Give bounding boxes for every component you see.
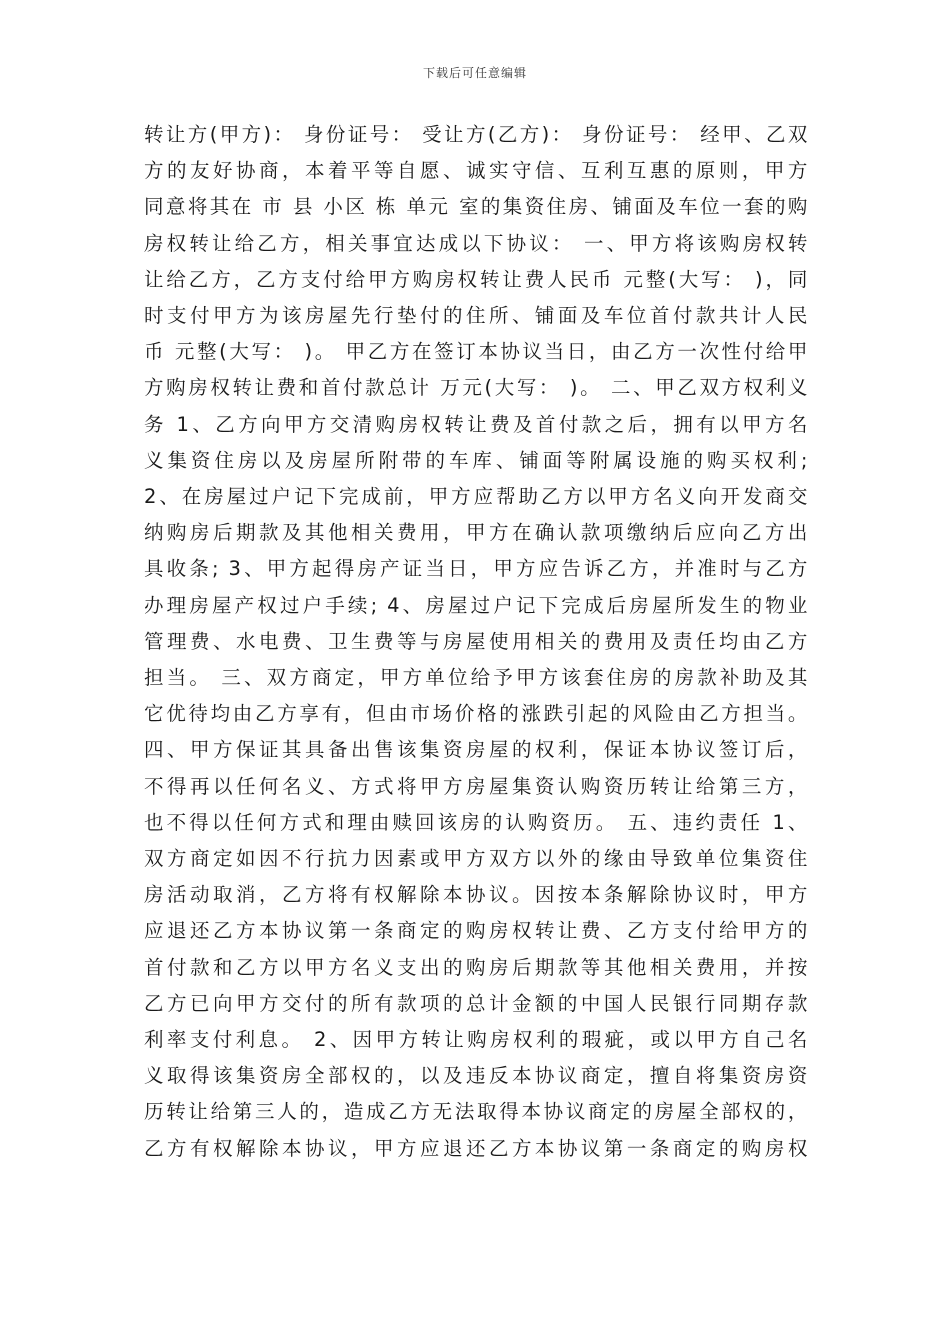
body-line: 同意将其在 市 县 小区 栋 单元 室的集资住房、铺面及车位一套的购 (144, 195, 808, 219)
body-line: 房活动取消，乙方将有权解除本协议。因按本条解除协议时，甲方 (144, 883, 808, 907)
body-line: 首付款和乙方以甲方名义支出的购房后期款等其他相关费用，并按 (144, 955, 808, 979)
body-line: 纳购房后期款及其他相关费用，甲方在确认款项缴纳后应向乙方出 (144, 521, 808, 545)
body-line: 房权转让给乙方，相关事宜达成以下协议： 一、甲方将该购房权转 (144, 231, 808, 255)
body-line: 担当。 三、双方商定，甲方单位给予甲方该套住房的房款补助及其 (144, 666, 808, 690)
body-line: 管理费、水电费、卫生费等与房屋使用相关的费用及责任均由乙方 (144, 629, 808, 653)
body-line: 不得再以任何名义、方式将甲方房屋集资认购资历转让给第三方， (144, 774, 808, 798)
body-line: 2、在房屋过户记下完成前，甲方应帮助乙方以甲方名义向开发商交 (144, 485, 808, 509)
agreement-body (144, 117, 808, 1167)
body-line: 让给乙方，乙方支付给甲方购房权转让费人民币 元整(大写： )，同 (144, 267, 808, 291)
body-line: 乙方有权解除本协议，甲方应退还乙方本协议第一条商定的购房权 (144, 1136, 808, 1160)
body-line: 时支付甲方为该房屋先行垫付的住所、铺面及车位首付款共计人民 (144, 304, 808, 328)
body-line: 义集资住房以及房屋所附带的车库、铺面等附属设施的购买权利; (144, 448, 808, 472)
page-header: 下载后可任意编辑 (422, 66, 527, 80)
body-line: 利率支付利息。 2、因甲方转让购房权利的瑕疵，或以甲方自己名 (144, 1028, 808, 1052)
body-line: 四、甲方保证其具备出售该集资房屋的权利，保证本协议签订后， (144, 738, 808, 762)
body-line: 转让方(甲方)： 身份证号： 受让方(乙方)： 身份证号： 经甲、乙双 (144, 123, 808, 146)
body-line: 义取得该集资房全部权的，以及违反本协议商定，擅自将集资房资 (144, 1064, 808, 1088)
body-line: 应退还乙方本协议第一条商定的购房权转让费、乙方支付给甲方的 (144, 919, 808, 943)
body-line: 务 1、乙方向甲方交清购房权转让费及首付款之后，拥有以甲方名 (144, 412, 808, 436)
body-line: 它优待均由乙方享有，但由市场价格的涨跌引起的风险由乙方担当。 (144, 702, 808, 726)
body-line: 具收条; 3、甲方起得房产证当日，甲方应告诉乙方，并准时与乙方 (144, 557, 808, 581)
body-line: 乙方已向甲方交付的所有款项的总计金额的中国人民银行同期存款 (144, 991, 808, 1015)
body-line: 双方商定如因不行抗力因素或甲方双方以外的缘由导致单位集资住 (144, 847, 808, 871)
body-line: 方购房权转让费和首付款总计 万元(大写： )。 二、甲乙双方权利义 (144, 376, 808, 400)
body-line: 办理房屋产权过户手续; 4、房屋过户记下完成后房屋所发生的物业 (144, 593, 808, 617)
body-line: 方的友好协商，本着平等自愿、诚实守信、互利互惠的原则，甲方 (144, 159, 808, 183)
body-line: 也不得以任何方式和理由赎回该房的认购资历。 五、违约责任 1、 (144, 810, 808, 834)
body-line: 历转让给第三人的，造成乙方无法取得本协议商定的房屋全部权的， (144, 1100, 808, 1124)
body-line: 币 元整(大写： )。 甲乙方在签订本协议当日，由乙方一次性付给甲 (144, 340, 808, 364)
